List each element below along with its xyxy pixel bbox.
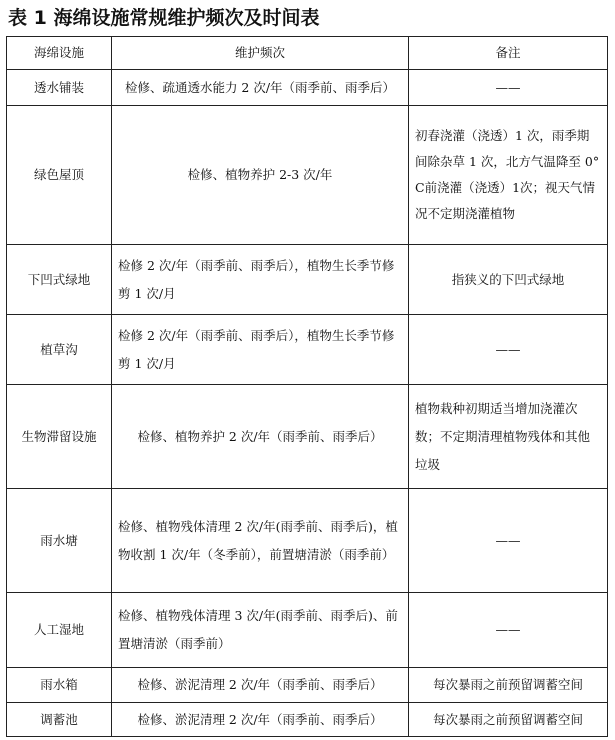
note-cell: 每次暴雨之前预留调蓄空间 — [409, 668, 608, 703]
note-cell: —— — [409, 489, 608, 593]
note-cell: —— — [409, 593, 608, 668]
note-cell: 初春浇灌（浇透）1 次，雨季期间除杂草 1 次，北方气温降至 0°C前浇灌（浇透）1次；视天气情况不定期浇灌植物 — [409, 106, 608, 245]
frequency-cell: 检修、疏通透水能力 2 次/年（雨季前、雨季后） — [112, 70, 409, 106]
frequency-cell: 检修 2 次/年（雨季前、雨季后），植物生长季节修剪 1 次/月 — [112, 245, 409, 315]
table-header-row — [7, 37, 608, 70]
facility-cell: 透水铺装 — [7, 70, 112, 106]
maintenance-table — [6, 36, 608, 737]
frequency-cell: 检修、植物养护 2-3 次/年 — [112, 106, 409, 245]
note-cell: 指狭义的下凹式绿地 — [409, 245, 608, 315]
table-row — [7, 245, 608, 315]
note-cell: —— — [409, 315, 608, 385]
table-row — [7, 385, 608, 489]
table-title: 表 1 海绵设施常规维护频次及时间表 — [8, 7, 320, 29]
table-row — [7, 703, 608, 737]
facility-cell: 调蓄池 — [7, 703, 112, 737]
header-notes: 备注 — [409, 37, 608, 70]
table-row — [7, 315, 608, 385]
facility-cell: 雨水塘 — [7, 489, 112, 593]
facility-cell: 人工湿地 — [7, 593, 112, 668]
facility-cell: 下凹式绿地 — [7, 245, 112, 315]
frequency-cell: 检修、植物残体清理 2 次/年(雨季前、雨季后)，植物收割 1 次/年（冬季前），前置塘清淤（雨季前） — [112, 489, 409, 593]
frequency-cell: 检修、淤泥清理 2 次/年（雨季前、雨季后） — [112, 703, 409, 737]
frequency-cell: 检修、淤泥清理 2 次/年（雨季前、雨季后） — [112, 668, 409, 703]
note-cell: 植物栽种初期适当增加浇灌次数；不定期清理植物残体和其他垃圾 — [409, 385, 608, 489]
facility-cell: 生物滞留设施 — [7, 385, 112, 489]
facility-cell: 雨水箱 — [7, 668, 112, 703]
facility-cell: 绿色屋顶 — [7, 106, 112, 245]
table-row — [7, 106, 608, 245]
table-row — [7, 668, 608, 703]
note-cell: 每次暴雨之前预留调蓄空间 — [409, 703, 608, 737]
table-row — [7, 593, 608, 668]
frequency-cell: 检修、植物残体清理 3 次/年(雨季前、雨季后)、前置塘清淤（雨季前） — [112, 593, 409, 668]
table-row — [7, 70, 608, 106]
header-facility: 海绵设施 — [7, 37, 112, 70]
note-cell: —— — [409, 70, 608, 106]
frequency-cell: 检修、植物养护 2 次/年（雨季前、雨季后） — [112, 385, 409, 489]
frequency-cell: 检修 2 次/年（雨季前、雨季后），植物生长季节修剪 1 次/月 — [112, 315, 409, 385]
header-frequency: 维护频次 — [112, 37, 409, 70]
facility-cell: 植草沟 — [7, 315, 112, 385]
table-row — [7, 489, 608, 593]
